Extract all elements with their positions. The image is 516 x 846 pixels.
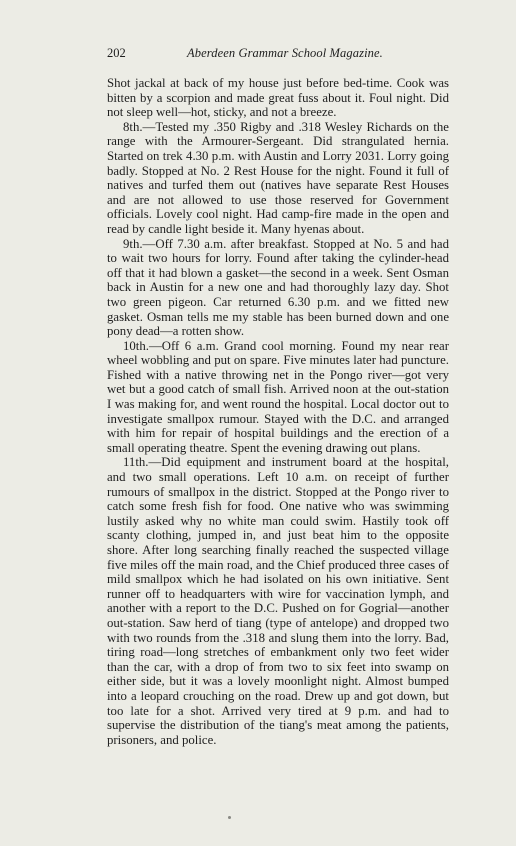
paragraph-10th: 10th.—Off 6 a.m. Grand cool morning. Found my near rear wheel wobbling and put on spare. Five minutes later had puncture. Fished with a native throwing net in the Pongo river—got very wet but a good catch of small fish. Arrived noon at the out-station I was making for, and went round the hospital. Local doctor out to investigate smallpox rumour. Stayed with the D.C. and arranged with him for repair of hospital buildings and the erection of a small operating theatre. Spent the evening drawing out plans. (107, 338, 449, 455)
paragraph-11th: 11th.—Did equipment and instrument board at the hospital, and two small operations. Left 10 a.m. on receipt of further rumours of smallpox in the district. Stopped at the Pongo river to catch some fresh fish for food. One native who was swimming lustily asked why no white man could swim. Hastily took off scanty clothing, jumped in, and just beat him to the opposite shore. After long searching finally reached the suspected village five miles off the main road, and the Chief produced three cases of mild smallpox which he had isolated on his own initiative. Sent runner off to headquarters with wire for vaccination lymph, and another with a report to the D.C. Pushed on for Gogrial—another out-station. Saw herd of tiang (type of antelope) and dropped two with two rounds from the .318 and slung them into the lorry. Bad, tiring road—long stretches of embankment only two feet wider than the car, with a drop of from two to six feet into swamp on either side, but it was a lovely moonlight night. Almost bumped into a leopard crouching on the road. Drew up and got down, but too late for a shot. Arrived very tired at 9 p.m. and had to supervise the distribution of the tiang's meat among the patients, prisoners, and police. (107, 455, 449, 747)
body-text (107, 76, 449, 747)
page-dot-mark (228, 816, 231, 819)
paragraph-jackal: Shot jackal at back of my house just before bed-time. Cook was bitten by a scorpion and made great fuss about it. Foul night. Did not sleep well—hot, sticky, and not a breeze. (107, 76, 449, 120)
page-number: 202 (107, 46, 126, 60)
running-head (107, 44, 447, 62)
paragraph-9th: 9th.—Off 7.30 a.m. after breakfast. Stopped at No. 5 and had to wait two hours for lorry. Found after taking the cylinder-head off that it had blown a gasket—the second in a week. Sent Osman back in Austin for a new one and had thoroughly lazy day. Shot two green pigeon. Car returned 6.30 p.m. and we fitted new gasket. Osman tells me my stable has been burned down and one pony dead—a rotten show. (107, 236, 449, 339)
paragraph-8th: 8th.—Tested my .350 Rigby and .318 Wesley Richards on the range with the Armourer-Sergeant. Did strangulated hernia. Started on trek 4.30 p.m. with Austin and Lorry 2031. Lorry going badly. Stopped at No. 2 Rest House for the night. Found it full of natives and turfed them out (natives have separate Rest Houses and are not allowed to use those reserved for Government officials. Lovely cool night. Had camp-fire made in the open and read by candle light beside it. Many hyenas about. (107, 119, 449, 236)
journal-title: Aberdeen Grammar School Magazine. (187, 46, 383, 60)
